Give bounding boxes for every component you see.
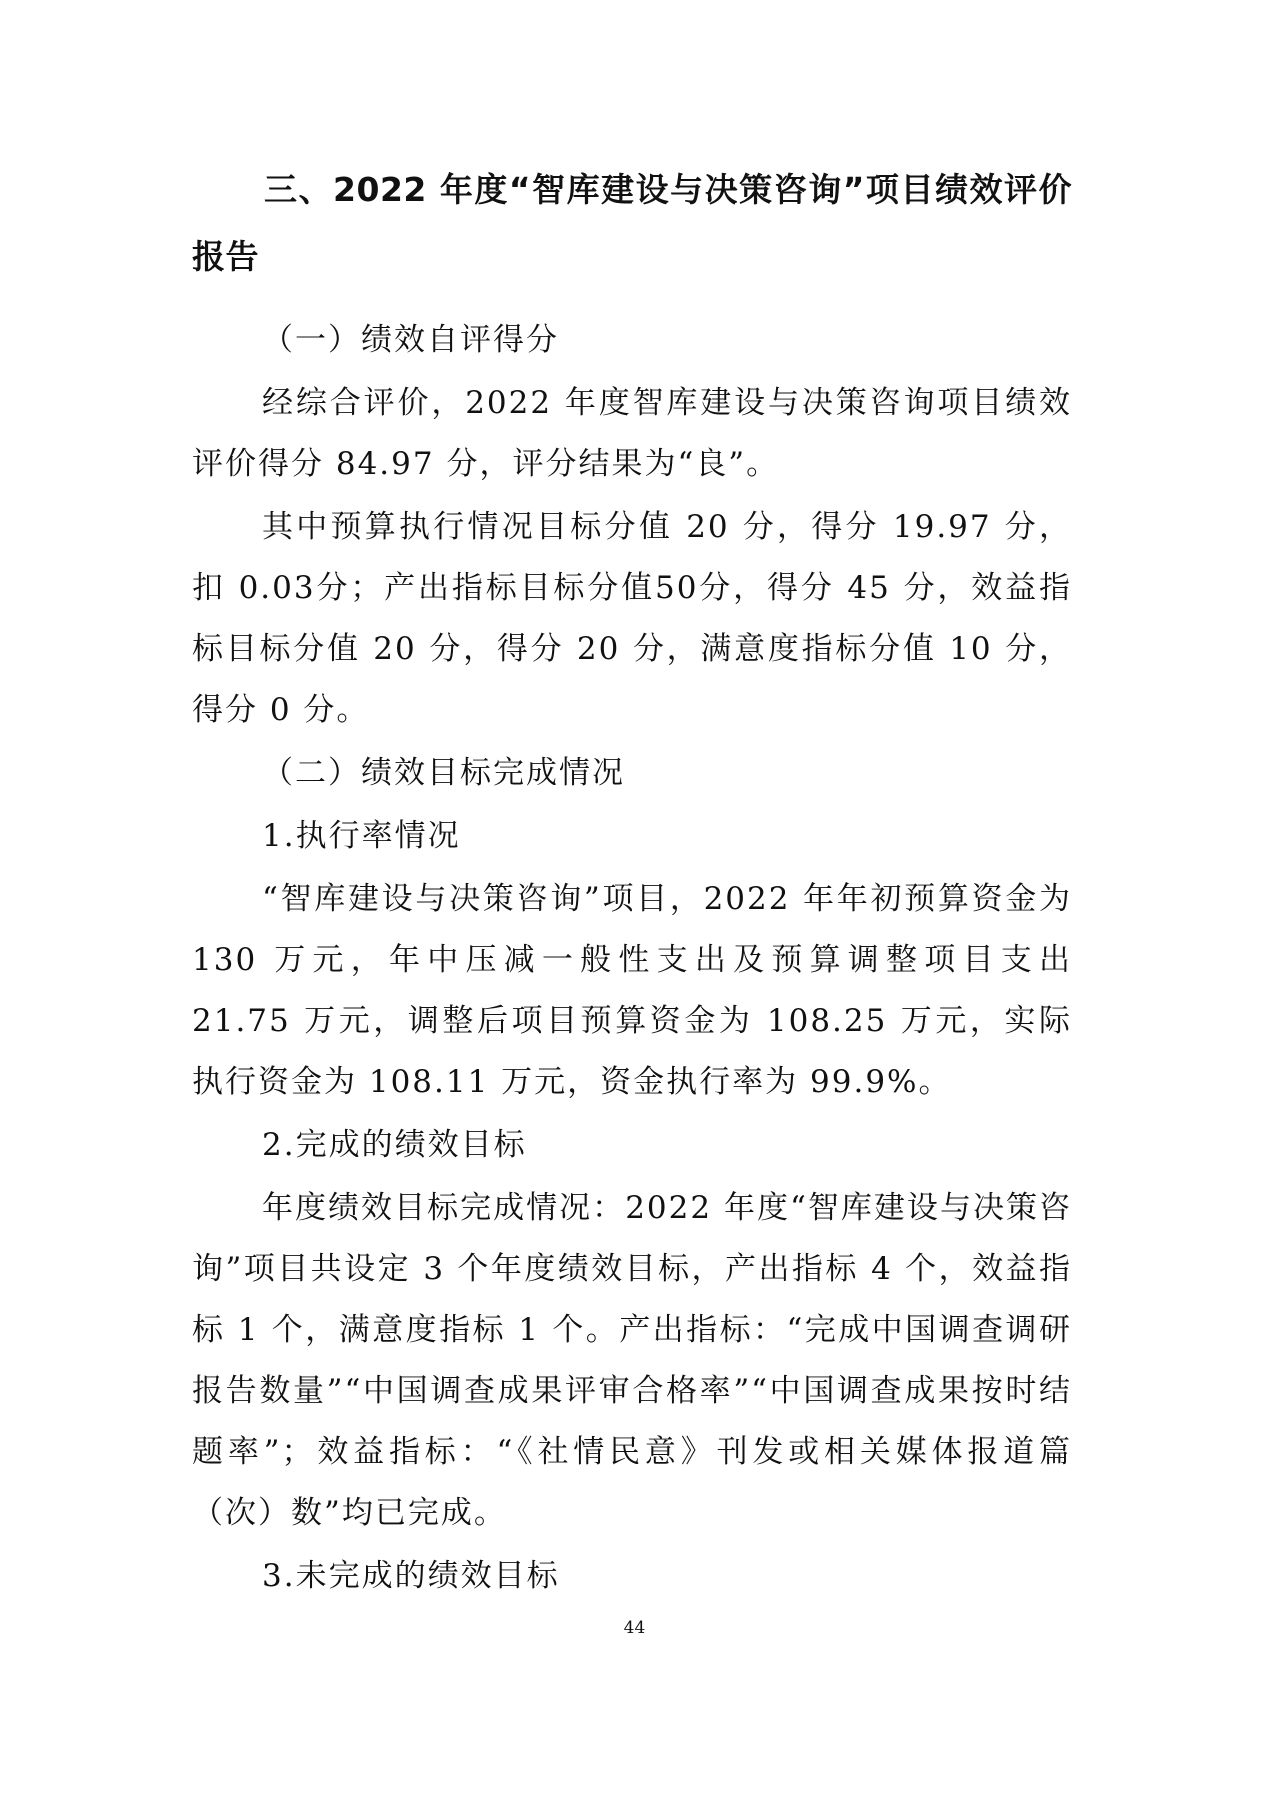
- paragraph-execution-rate: “智库建设与决策咨询”项目，2022 年年初预算资金为 130 万元，年中压减一般性支出及预算调整项目支出 21.75 万元，调整后项目预算资金为 108.25 万元，实际执行资金为 108.11 万元，资金执行率为 99.9%。: [192, 881, 1072, 1100]
- subsection-heading-uncompleted-goals: 3.未完成的绩效目标: [262, 1558, 560, 1594]
- document-title: 三、2022 年度“智库建设与决策咨询”项目绩效评价报告: [192, 170, 1072, 276]
- paragraph-score-breakdown: 其中预算执行情况目标分值 20 分，得分 19.97 分，扣 0.03分；产出指标目标分值50分，得分 45 分，效益指标目标分值 20 分，得分 20 分，满意度指标分值 10 分，得分 0 分。: [192, 509, 1072, 728]
- subsection-heading-execution-rate: 1.执行率情况: [262, 818, 461, 854]
- page-number: 44: [623, 1618, 646, 1638]
- paragraph-completed-goals: 年度绩效目标完成情况：2022 年度“智库建设与决策咨询”项目共设定 3 个年度绩效目标，产出指标 4 个，效益指标 1 个，满意度指标 1 个。产出指标：“完成中国调查调研报告数量”“中国调查成果评审合格率”“中国调查成果按时结题率”；效益指标：“《社情民意》刊发或相关媒体报道篇（次）数”均已完成。: [192, 1190, 1072, 1531]
- document-body: [192, 156, 1072, 1609]
- subsection-heading-completed-goals: 2.完成的绩效目标: [262, 1127, 527, 1163]
- paragraph-overall-score: 经综合评价，2022 年度智库建设与决策咨询项目绩效评价得分 84.97 分，评分结果为“良”。: [192, 385, 1072, 482]
- section-heading-goal-completion: （二）绩效目标完成情况: [262, 755, 625, 791]
- section-heading-self-evaluation-score: （一）绩效自评得分: [262, 322, 559, 358]
